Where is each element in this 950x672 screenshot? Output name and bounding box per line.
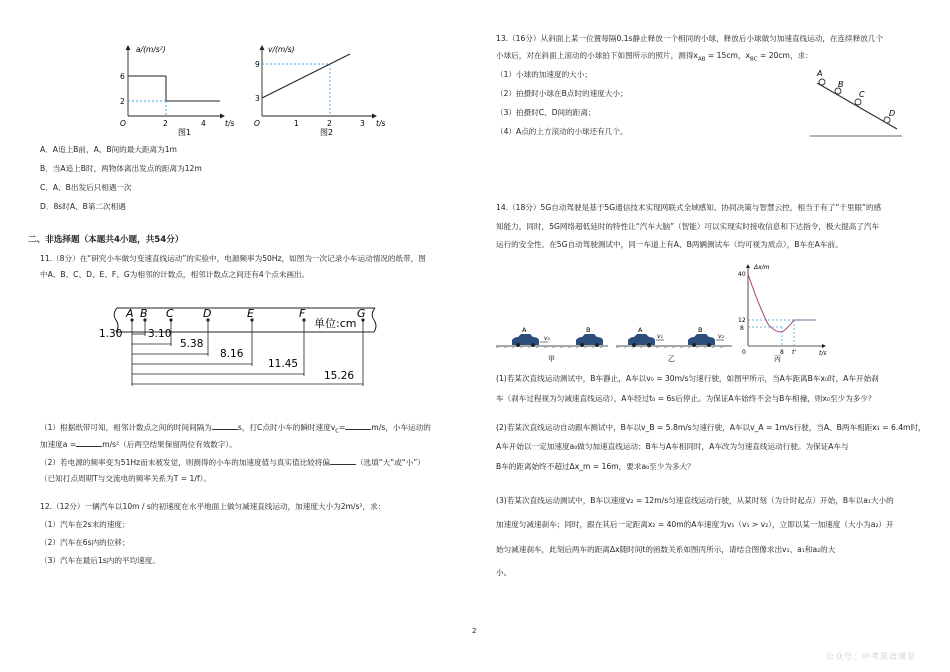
option-d: D．8s时A、B第二次相遇 (40, 202, 126, 211)
q12-item: （3）汽车在最后1s内的平均速度。 (40, 556, 160, 565)
q13-item: （3）拍摄时C、D间的距离； (496, 108, 596, 117)
q13-line-1: 13.（16分）从斜面上某一位置每隔0.1s静止释放一个相同的小球，释放后小球做匀加速直线运动，在连续释放几个 (496, 34, 884, 43)
q14-sub2-line2: A车开始以一定加速度a₀做匀加速直线运动；B车与A车相同时，A车改为匀速直线运动行驶。为保证A车与 (496, 442, 849, 451)
fig1-ytick: 2 (120, 97, 125, 106)
figure-caption: 丙 (774, 355, 781, 363)
tape-point-label: F (299, 307, 306, 320)
q11-sub2-line1: （2）若电源的频率变为51Hz而未被发觉，则测得的小车的加速度值与真实值比较将偏 （选填“大”或“小”） (40, 458, 425, 467)
car-icon (628, 334, 655, 347)
option-c: C．A、B出发后只相遇一次 (40, 183, 132, 192)
graph-ytick: 40 (738, 271, 746, 278)
fig2-xtick: 2 (327, 119, 332, 128)
fig2-caption: 图2 (320, 128, 334, 137)
graph-xtick: t' (792, 349, 797, 356)
graph-origin: 0 (742, 349, 746, 356)
car-icon (512, 334, 539, 347)
fig2-ylabel-text: v/(m/s) (268, 45, 295, 54)
option-a: A．A追上B前，A、B间的最大距离为1m (40, 145, 177, 154)
graph-xtick: 8 (780, 349, 784, 356)
q11-sub1-line1: （1）根据纸带可知，相邻计数点之间的时间间隔为 s，打C点时小车的瞬时速度$v_C= m/s$，小车运动的 (40, 423, 431, 435)
tape-unit: 单位:cm (314, 317, 357, 330)
car-icon (576, 334, 603, 347)
q11-line-2: 中A、B、C、D、E、F、G为相邻的计数点，相邻计数点之间还有4个点未画出。 (40, 270, 310, 279)
incline-label: C (859, 90, 865, 99)
car-label: B (698, 326, 703, 334)
q13-item: （2）拍摄时小球在B点时的速度大小； (496, 89, 628, 98)
q14-sub3-line2: 加速度匀减速刹车；同时，跟在其后一定距离x₂ = 40m的A车速度为v₁（v₁ > v₂），立即以某一加速度（大小为a₂）开 (496, 520, 894, 529)
paper-tape-figure (92, 300, 392, 392)
section-title: 二、非选择题（本题共4小题，共54分） (28, 235, 184, 245)
q13-line-2: 小球后，对在斜面上滚动的小球拍下如图所示的照片，测得$x_{AB} = 15cm$，$x_{BC} = 20cm$，求： (496, 51, 813, 63)
q14-line-2: 知能力，同时，5G网络超低延时的特性让“汽车大脑”（智能）可以实现实时接收信息和下达指令，极大提高了汽车 (496, 222, 880, 231)
figure-caption: 乙 (668, 355, 675, 363)
q13-item: （1）小球的加速度的大小； (496, 70, 592, 79)
page-number: 2 (472, 627, 477, 635)
tape-distance: 3.10 (148, 328, 172, 340)
car-icon (688, 334, 715, 347)
figure-2-velocity-graph (250, 42, 390, 138)
fig1-origin: O (120, 119, 126, 128)
fig2-ytick: 3 (255, 94, 260, 103)
q14-sub3-line4: 小。 (496, 568, 512, 577)
q14-sub1-line2: 车（刹车过程视为匀减速直线运动），A车经过t₀ = 6s后停止。为保证A车始终不会与B车相撞，则x₀至少为多少？ (496, 394, 876, 403)
tape-point-label: E (247, 307, 254, 320)
car-speed-label: v₀ (544, 335, 550, 342)
tape-distance: 15.26 (324, 370, 355, 382)
fig2-xtick: 1 (294, 119, 299, 128)
fig2-xlabel: t/s (376, 119, 386, 128)
q13-item: （4）A点的上方滚动的小球还有几个。 (496, 127, 628, 136)
car-speed-label: v₁ (657, 333, 663, 340)
car-label: B (586, 326, 591, 334)
fig1-xtick: 2 (163, 119, 168, 128)
figure-caption: 甲 (548, 355, 555, 363)
tape-point-label: B (140, 307, 148, 320)
q11-sub1-line2: 加速度a = m/s²（后两空结果保留两位有效数字）。 (40, 440, 237, 449)
tape-point-label: D (203, 307, 212, 320)
fig1-ytick: 6 (120, 72, 125, 81)
incline-label: B (838, 80, 844, 89)
q11-line-1: 11.（8分）在“研究小车做匀变速直线运动”的实验中，电源频率为50Hz，如图为一次记录小车运动情况的纸带，图 (40, 254, 426, 263)
watermark: 公众号：中考英语课堂 (826, 652, 916, 661)
q12-title: 12.（12分）一辆汽车以10m / s的初速度在水平地面上做匀减速直线运动，加速度大小为2m/s²，求： (40, 502, 386, 511)
graph-xlabel: t/s (819, 350, 827, 357)
car-label: A (638, 326, 643, 334)
fig2-origin: O (254, 119, 260, 128)
tape-distance: 11.45 (268, 358, 299, 370)
q14-line-3: 运行的安全性。在5G自动驾驶测试中，同一车道上有A、B两辆测试车（均可视为质点），B车在A车前。 (496, 240, 843, 249)
q14-figures (492, 260, 832, 364)
q14-sub3-line1: (3)若某次直线运动测试中，B车以速度v₂ = 12m/s匀速直线运动行驶，从某时刻（为计时起点）开始，B车以a₁大小的 (496, 496, 894, 505)
fig1-ylabel: a/(m/s²) (136, 45, 166, 54)
option-b: B．当A追上B时，两物体离出发点的距离为12m (40, 164, 202, 173)
car-speed-label: v₂ (718, 333, 724, 340)
q11-sub2-line2: （已知打点周期T与交流电的频率关系为T = 1/f）。 (40, 474, 212, 483)
q14-sub2-line3: B车的距离始终不超过Δx_m = 16m，要求a₀至少为多大？ (496, 462, 695, 471)
q14-sub3-line3: 始匀减速刹车，此刻后两车的距离Δx随时间t的函数关系如图丙所示，请结合图像求出v₁、a₁和a₂的大 (496, 545, 836, 554)
fig2-xtick: 3 (360, 119, 365, 128)
fig1-xtick: 4 (201, 119, 206, 128)
tape-point-label: G (357, 307, 366, 320)
q12-item: （2）汽车在6s内的位移； (40, 538, 130, 547)
tape-distance: 5.38 (180, 338, 204, 350)
q14-sub2-line1: (2)若某次直线运动自动跟车测试中，B车以v_B = 5.8m/s匀速行驶，A车以v_A = 1m/s行驶，当A、B两车相距x₁ = 6.4m时， (496, 423, 926, 432)
graph-ylabel: Δx/m (754, 264, 770, 271)
q14-sub1-line1: (1)若某次直线运动测试中，B车静止，A车以v₀ = 30m/s匀速行驶，如图甲所示，当A车距离B车x₀时，A车开始刹 (496, 374, 879, 383)
tape-point-label: C (166, 307, 174, 320)
car-label: A (522, 326, 527, 334)
tape-distance: 1.30 (99, 328, 123, 340)
fig1-caption: 图1 (178, 128, 192, 137)
incline-label: D (889, 109, 896, 118)
q12-item: （1）汽车在2s末的速度； (40, 520, 130, 529)
tape-distance: 8.16 (220, 348, 244, 360)
tape-point-label: A (126, 307, 134, 320)
incline-figure (805, 66, 905, 142)
fig1-xlabel: t/s (225, 119, 235, 128)
graph-ytick: 8 (740, 325, 744, 332)
q14-line-1: 14.（18分）5G自动驾驶是基于5G通信技术实现网联式全域感知、协同决策与智慧云控，相当于有了“千里眼”的感 (496, 203, 882, 212)
incline-label: A (817, 69, 823, 78)
figure-1-acceleration-graph (108, 42, 238, 138)
fig2-ytick: 9 (255, 60, 260, 69)
graph-ytick: 12 (738, 317, 746, 324)
